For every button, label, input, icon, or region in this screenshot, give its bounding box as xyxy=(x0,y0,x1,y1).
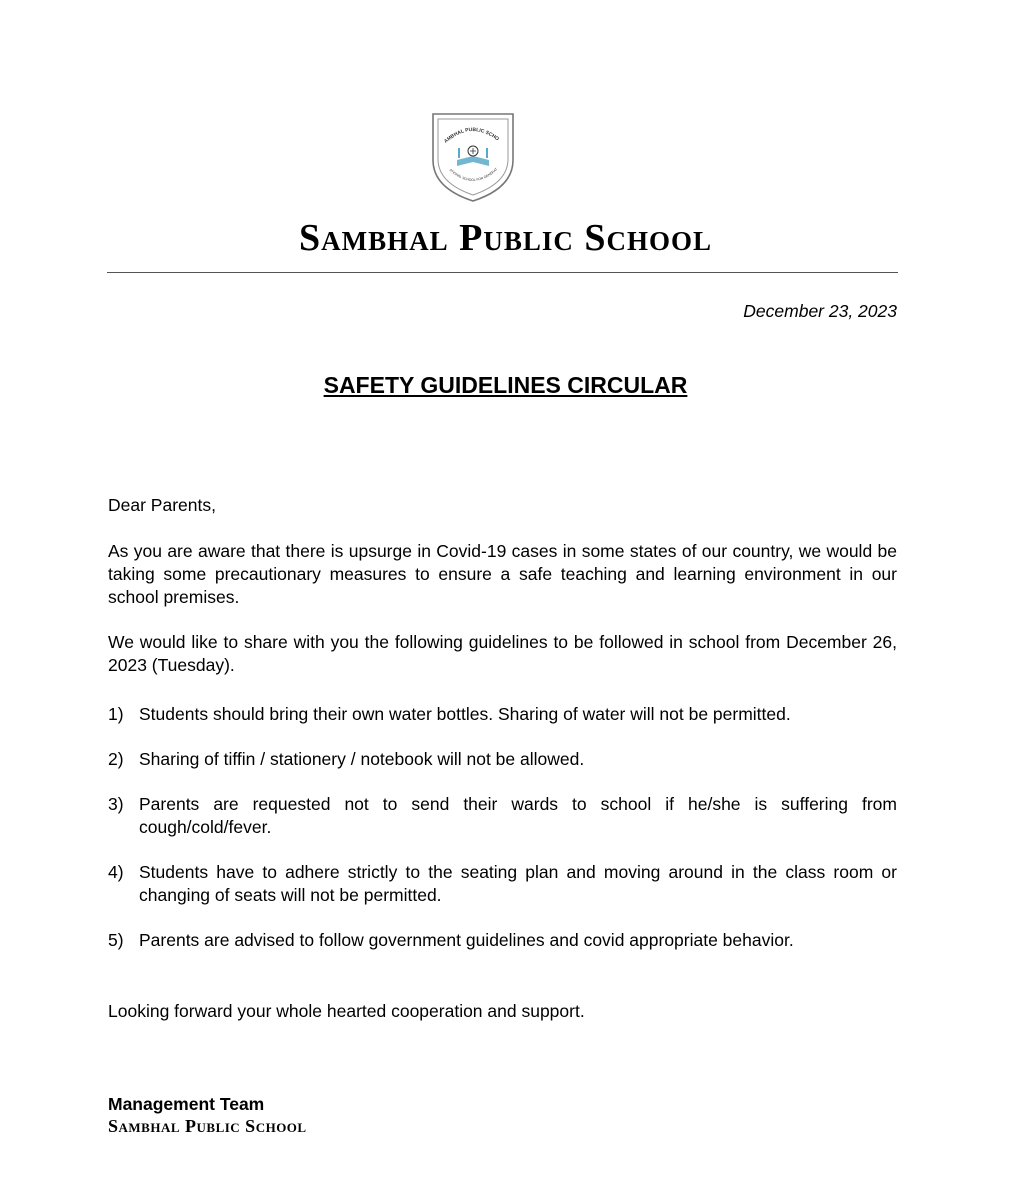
guidelines-list xyxy=(108,703,897,974)
guideline-text: Parents are advised to follow government guidelines and covid appropriate behavior. xyxy=(139,930,794,950)
signoff-school-name: Sambhal Public School xyxy=(108,1116,307,1136)
guideline-number: 4) xyxy=(108,862,124,882)
guideline-text: Students have to adhere strictly to the seating plan and moving around in the class room or changing of seats will not be permitted. xyxy=(139,862,897,905)
signoff-team: Management Team xyxy=(108,1094,265,1114)
guideline-number: 1) xyxy=(108,704,124,724)
circular-title: SAFETY GUIDELINES CIRCULAR xyxy=(323,372,688,398)
signoff-block xyxy=(108,1093,307,1137)
guideline-item xyxy=(108,703,897,726)
logo-text-bottom: ATIONAL SCHOOL FOR GENERAT xyxy=(448,167,499,183)
circular-date: December 23, 2023 xyxy=(743,301,897,321)
guideline-number: 3) xyxy=(108,794,124,814)
salutation: Dear Parents, xyxy=(108,495,216,515)
open-book-icon xyxy=(457,146,489,166)
guideline-item xyxy=(108,748,897,771)
guideline-text: Parents are requested not to send their wards to school if he/she is suffering from cough/cold/fever. xyxy=(139,794,897,837)
logo-text-top: AMBHAL PUBLIC SCHO xyxy=(443,126,500,145)
school-crest-logo xyxy=(429,108,517,204)
guideline-item xyxy=(108,861,897,907)
closing-line: Looking forward your whole hearted cooperation and support. xyxy=(108,1001,585,1021)
school-name-heading: Sambhal Public School xyxy=(298,217,712,259)
guideline-text: Students should bring their own water bottles. Sharing of water will not be permitted. xyxy=(139,704,791,724)
guideline-item xyxy=(108,929,897,952)
paragraph-intro: As you are aware that there is upsurge in Covid-19 cases in some states of our country, we would be taking some precautionary measures to ensure a safe teaching and learning environment in our school premises. xyxy=(108,541,897,607)
guideline-number: 2) xyxy=(108,749,124,769)
guideline-item xyxy=(108,793,897,839)
letterhead-divider xyxy=(107,272,898,273)
paragraph-guidelines-intro: We would like to share with you the following guidelines to be followed in school from December 26, 2023 (Tuesday). xyxy=(108,632,897,675)
guideline-number: 5) xyxy=(108,930,124,950)
guideline-text: Sharing of tiffin / stationery / notebook will not be allowed. xyxy=(139,749,585,769)
